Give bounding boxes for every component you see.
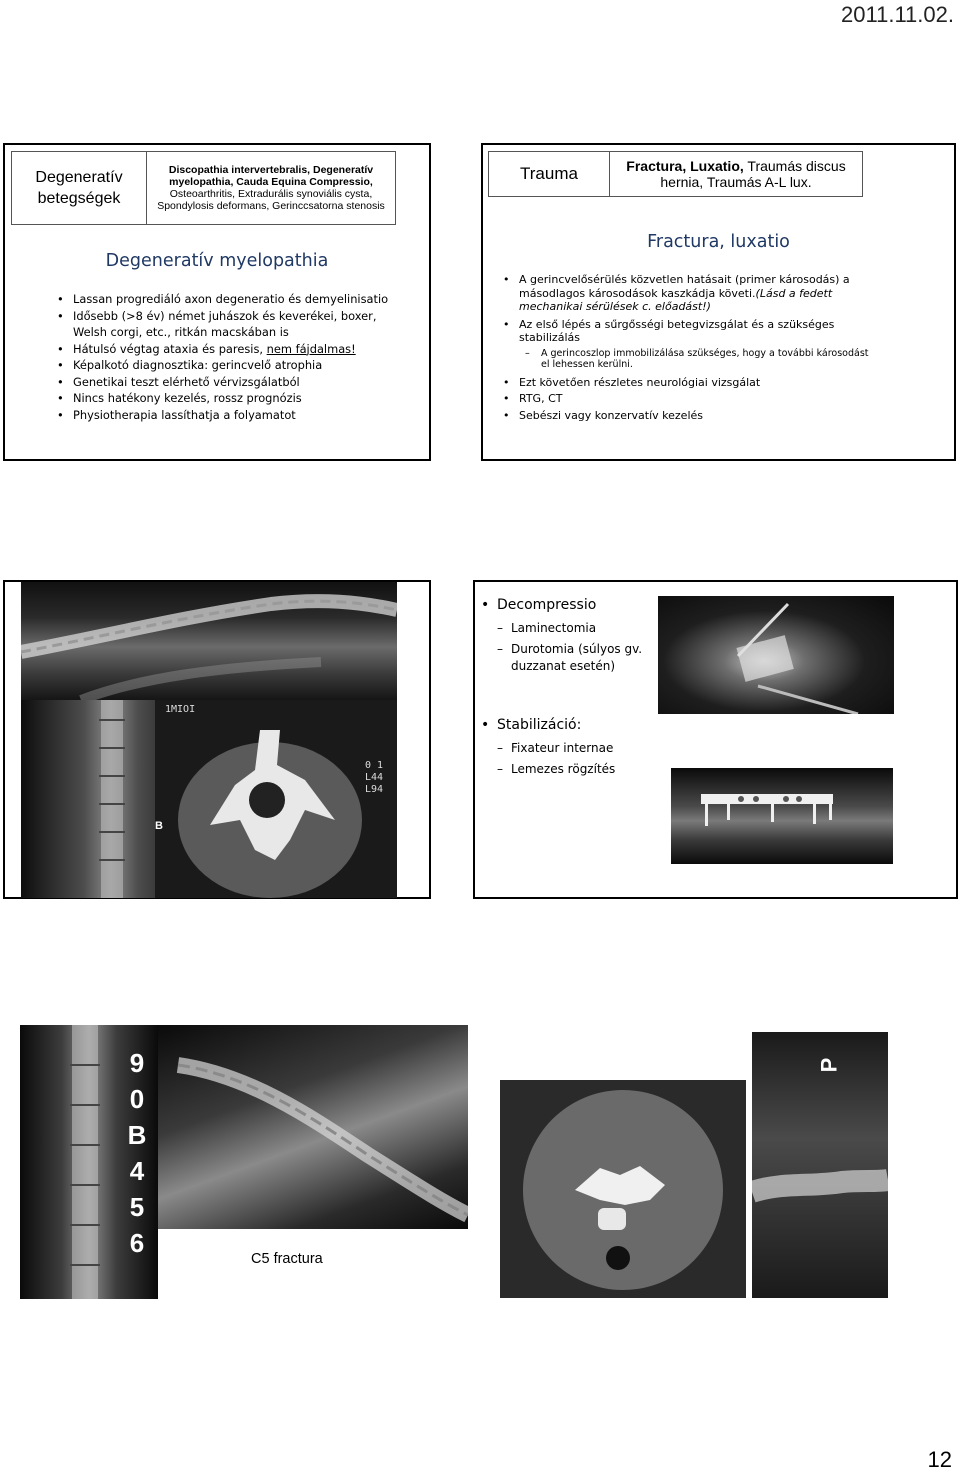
slide4-sub-list-1: [497, 620, 647, 675]
sagittal-image: [752, 1032, 888, 1298]
ct-cross-section-drawing: [155, 700, 397, 898]
slide2-bullet-list: [503, 273, 873, 422]
ct-left-labels: 1MIOI: [165, 704, 196, 715]
slide-degenerative: [3, 143, 431, 461]
ct-cross-section: [155, 700, 397, 898]
slide2-bullet-text: A gerincvelősérülés közvetlen hatásait (primer károsodás) a másodlagos károsodások kaszkádja követi.: [519, 273, 850, 300]
slide2-bullet: [503, 273, 873, 314]
slide4-sub-list-2: [497, 740, 647, 778]
slide-trauma: [481, 143, 956, 461]
slide2-header-table: [488, 151, 863, 197]
page-number: 12: [927, 1447, 952, 1472]
slide4-sub-text: Lemezes rögzítés: [511, 762, 616, 776]
slide4-sub-item: – Durotomia (súlyos gv. duzzanat esetén): [497, 642, 643, 673]
slide2-bullet: • RTG, CT: [503, 392, 873, 406]
slide2-header-left: Trauma: [489, 152, 610, 197]
slide2-header-right-bold: Fractura, Luxatio,: [626, 158, 744, 174]
slide-surgery: [473, 580, 958, 899]
slide1-header-left: Degeneratív betegségek: [12, 152, 147, 225]
sagittal-marker: P: [816, 1057, 842, 1073]
slide1-bullet: • Genetikai teszt elérhető vérvizsgálatból: [57, 374, 407, 391]
slide1-bullet: [57, 341, 407, 358]
ct-right-labels: 0 1 L44 L94: [365, 760, 384, 795]
plate-fixation-xray: [671, 768, 893, 864]
slide2-sub-bullet: – A gerincoszlop immobilizálása szükséges, hogy a további károsodást el lehessen kerülni.: [503, 348, 873, 370]
slide4-list-stabilizacio: [481, 716, 651, 735]
ct-marker: B: [155, 820, 163, 832]
bottom-ct-axial-drawing: [500, 1080, 746, 1298]
slide-radiographs: [3, 580, 431, 899]
slide2-header-right-rest: Traumás discus hernia, Traumás A-L lux.: [660, 158, 846, 190]
slide1-header-right-rest: Osteoarthritis, Extradurális synoviális cysta, Spondylosis deformans, Gerinccsatorna stenosis: [157, 188, 385, 212]
bottom-ct-axial: [500, 1080, 746, 1298]
lateral-spine-xray-drawing: [21, 582, 397, 700]
vd-neck-xray: [20, 1025, 158, 1299]
slide1-bullet-text: Hátulsó végtag ataxia és paresis,: [73, 341, 263, 356]
slide4-sub-text: Durotomia (súlyos gv. duzzanat esetén): [511, 642, 643, 673]
slide1-bullet: • Physiotherapia lassíthatja a folyamatot: [57, 407, 407, 424]
slide2-bullet: • Az első lépés a sűrgősségi betegvizsgálat és a szükséges stabilizálás: [503, 318, 873, 345]
slide4-bullet: • Stabilizáció:: [481, 716, 651, 735]
slide2-title: Fractura, luxatio: [647, 232, 790, 252]
slide4-sub-text: Laminectomia: [511, 621, 597, 635]
lateral-spine-xray: [21, 582, 397, 700]
slide4-bullet: • Decompressio: [481, 596, 651, 615]
slide4-list-decompressio: [481, 596, 651, 615]
surgery-photo-drawing: [658, 596, 894, 714]
slide4-sub-item: – Fixateur internae: [497, 741, 614, 755]
slide4-sub-item: – Laminectomia: [497, 621, 597, 635]
slide4-sub-item: – Lemezes rögzítés: [497, 762, 616, 776]
vd-neck-xray-markers: 9 0 B 4 5 6: [127, 1048, 147, 1258]
slide2-bullet: • Sebészi vagy konzervatív kezelés: [503, 409, 873, 423]
slide1-header-right-bold: Discopathia intervertebralis, Degeneratív myelopathia, Cauda Equina Compressio,: [168, 164, 374, 188]
plate-fixation-xray-drawing: [671, 768, 893, 864]
surgery-photo: [658, 596, 894, 714]
slide1-bullet: • Idősebb (>8 év) német juhászok és keverékei, boxer, Welsh corgi, etc., ritkán macskában is: [57, 308, 407, 341]
slide1-bullet: • Lassan progrediáló axon degeneratio és demyelinisatio: [57, 291, 407, 308]
slide1-bullet-list: [57, 291, 407, 423]
lateral-neck-xray: [158, 1025, 468, 1229]
slide1-header-right: [147, 152, 396, 225]
slide1-title: Degeneratív myelopathia: [105, 251, 329, 271]
slide1-bullet-underlined: nem fájdalmas!: [266, 341, 356, 356]
slide1-bullet: • Képalkotó diagnosztika: gerincvelő atrophia: [57, 357, 407, 374]
slide2-bullet: • Ezt követően részletes neurológiai vizsgálat: [503, 376, 873, 390]
fracture-caption: C5 fractura: [251, 1251, 323, 1267]
slide1-header-table: [11, 151, 396, 225]
slide2-bullet-italic: (Lásd a fedett mechanikai sérülések c. előadást!): [519, 286, 833, 313]
page-date: 2011.11.02.: [841, 2, 954, 27]
slide2-header-right: [610, 152, 863, 197]
slide4-sub-text: Fixateur internae: [511, 741, 614, 755]
slide1-bullet: • Nincs hatékony kezelés, rossz prognózis: [57, 390, 407, 407]
lateral-neck-xray-drawing: [158, 1025, 468, 1229]
